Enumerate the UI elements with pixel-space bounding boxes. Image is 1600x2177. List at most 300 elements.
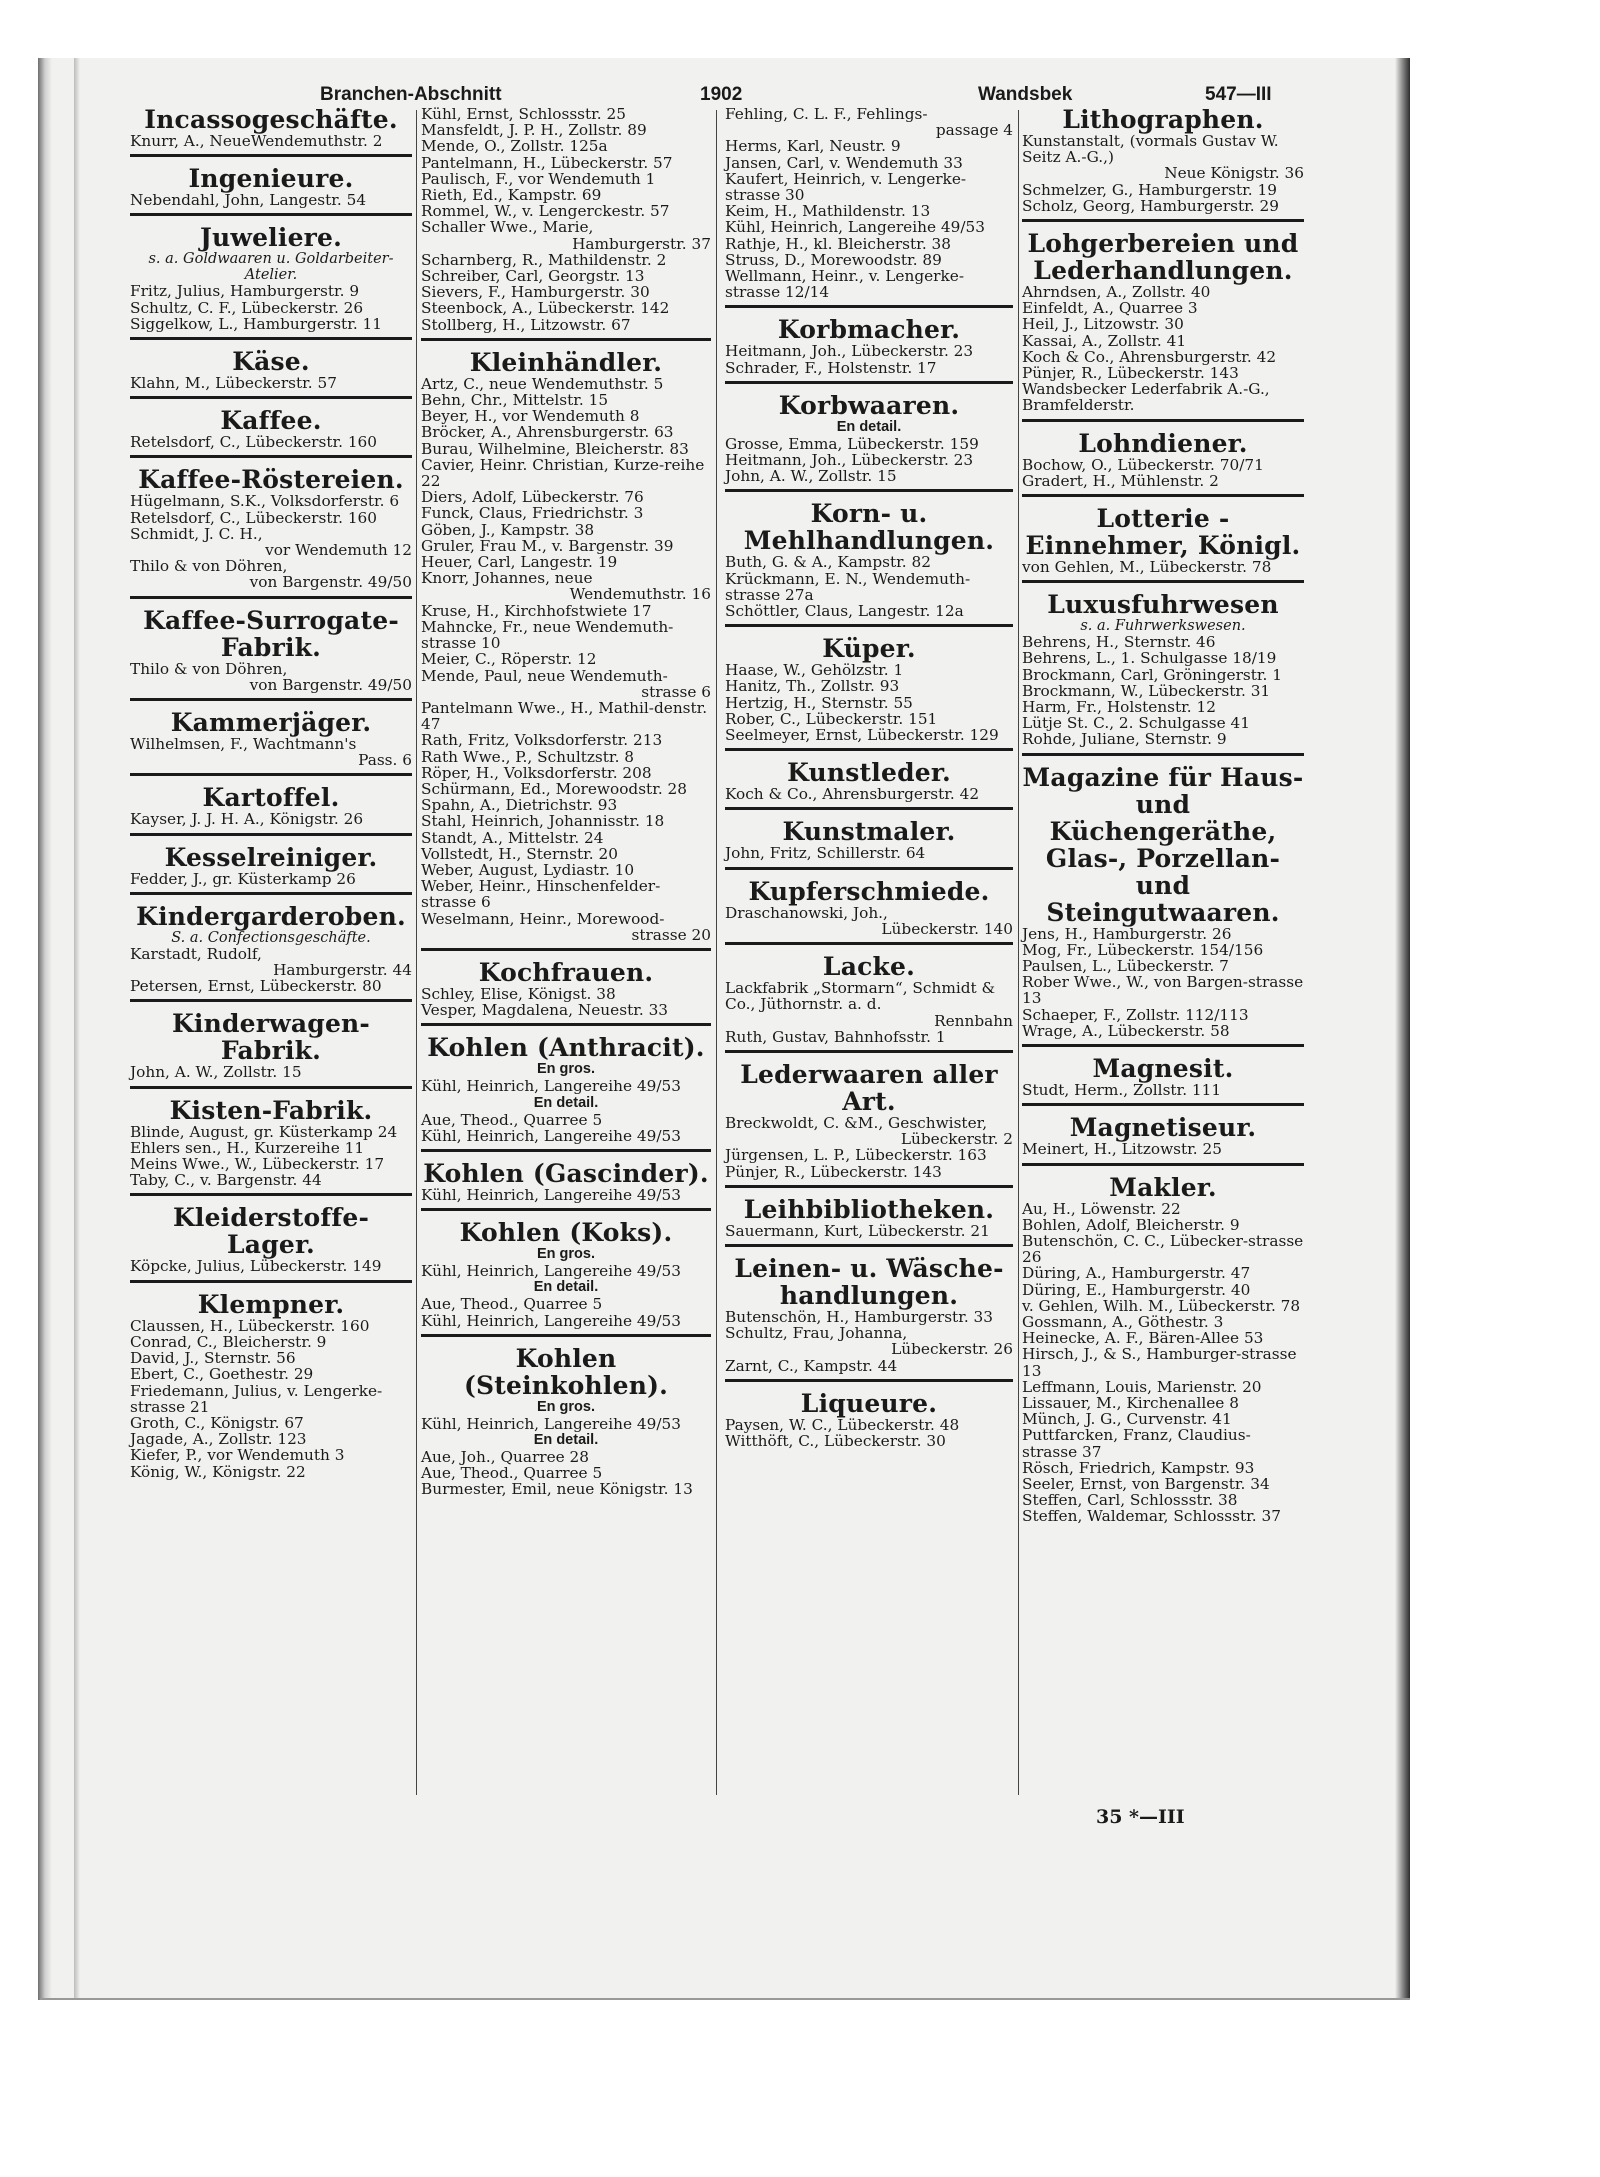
listing-entry: Wrage, A., Lübeckerstr. 58 xyxy=(1022,1021,1230,1040)
section-heading: Kleiderstoffe-Lager. xyxy=(172,1203,370,1260)
section-divider xyxy=(725,1379,1013,1382)
listing-entry: Leffmann, Louis, Marienstr. 20 xyxy=(1022,1377,1262,1396)
listing-entry: Schaller Wwe., Marie, xyxy=(421,218,594,237)
listing-entry: Kühl, Heinrich, Langereihe 49/53 xyxy=(421,1311,681,1330)
section-heading: Kunstmaler. xyxy=(782,817,956,847)
section-heading: Käse. xyxy=(232,347,310,377)
running-header xyxy=(320,84,1290,106)
section-divider xyxy=(725,807,1013,810)
page-edge-shadow xyxy=(74,58,80,2000)
listing-entry: Hanitz, Th., Zollstr. 93 xyxy=(725,677,900,696)
listing-entry: Kunstanstalt, (vormals Gustav W. Seitz A.-G.,) xyxy=(1022,132,1279,167)
listing-entry: Spahn, A., Dietrichstr. 93 xyxy=(421,796,618,815)
directory-section xyxy=(421,959,711,1018)
directory-section xyxy=(725,1390,1013,1449)
listing-entry: Petersen, Ernst, Lübeckerstr. 80 xyxy=(130,977,382,996)
listing-entry: Kühl, Ernst, Schlossstr. 25 xyxy=(421,105,626,123)
section-heading: Lotterie - Einnehmer, Königl. xyxy=(1025,504,1301,561)
listing-entry: Diers, Adolf, Lübeckerstr. 76 xyxy=(421,488,644,507)
listing-entry: König, W., Königstr. 22 xyxy=(130,1462,306,1481)
listing-entry: Siggelkow, L., Hamburgerstr. 11 xyxy=(130,314,383,333)
listing-entry: Sauermann, Kurt, Lübeckerstr. 21 xyxy=(725,1221,990,1240)
listing-entry: Nebendahl, John, Langestr. 54 xyxy=(130,191,367,210)
section-heading: Leinen- u. Wäsche-handlungen. xyxy=(734,1253,1004,1310)
listing-entry: Behrens, H., Sternstr. 46 xyxy=(1022,633,1216,652)
listing-entry: Wandsbecker Lederfabrik A.-G., Bramfelderstr. xyxy=(1022,380,1270,415)
listing-entry: Knurr, A., NeueWendemuthstr. 2 xyxy=(130,132,383,150)
section-divider xyxy=(725,867,1013,870)
listing-entry: Rober Wwe., W., von Bargen-strasse 13 xyxy=(1022,973,1304,1008)
directory-section xyxy=(421,106,711,333)
listing-entry-continuation: Lübeckerstr. 2 xyxy=(900,1130,1013,1149)
section-heading: Kohlen (Gascinder). xyxy=(423,1158,709,1188)
listing-entry: Mansfeldt, J. P. H., Zollstr. 89 xyxy=(421,121,647,140)
directory-section xyxy=(1022,1055,1304,1098)
section-heading: Makler. xyxy=(1109,1172,1217,1202)
column-rule xyxy=(1018,110,1019,1795)
listing-entry: Münch, J. G., Curvenstr. 41 xyxy=(1022,1410,1232,1429)
directory-section xyxy=(130,224,412,332)
listing-entry: Brockmann, W., Lübeckerstr. 31 xyxy=(1022,681,1271,700)
section-heading: Kaffee-Röstereien. xyxy=(138,465,404,495)
listing-entry: Schrader, F., Holstenstr. 17 xyxy=(725,358,937,377)
section-divider xyxy=(1022,580,1304,583)
section-heading: Lohgerbereien und Lederhandlungen. xyxy=(1027,229,1299,286)
listing-entry: Kühl, Heinrich, Langereihe 49/53 xyxy=(421,1185,681,1204)
listing-entry: Artz, C., neue Wendemuthstr. 5 xyxy=(421,374,664,393)
section-divider xyxy=(725,748,1013,751)
section-heading: Küper. xyxy=(822,634,916,664)
listing-entry: Stahl, Heinrich, Johannisstr. 18 xyxy=(421,812,665,831)
listing-entry: John, A. W., Zollstr. 15 xyxy=(130,1063,302,1082)
listing-entry: Brockmann, Carl, Gröningerstr. 1 xyxy=(1022,665,1282,684)
listing-entry: Retelsdorf, C., Lübeckerstr. 160 xyxy=(130,508,378,527)
section-heading: Luxusfuhrwesen xyxy=(1047,590,1279,620)
binding-shadow-left xyxy=(38,58,52,2000)
listing-entry: Standt, A., Mittelstr. 24 xyxy=(421,828,604,847)
listing-entry: Schürmann, Ed., Morewoodstr. 28 xyxy=(421,779,688,798)
listing-entry: Vesper, Magdalena, Neuestr. 33 xyxy=(421,1001,669,1020)
section-heading: Kisten-Fabrik. xyxy=(169,1095,373,1125)
listing-entry: Steffen, Carl, Schlossstr. 38 xyxy=(1022,1491,1238,1510)
listing-entry: Paysen, W. C., Lübeckerstr. 48 xyxy=(725,1415,960,1434)
listing-entry-continuation: strasse 6 xyxy=(641,682,711,701)
listing-entry: Kühl, Heinrich, Langereihe 49/53 xyxy=(725,218,985,237)
section-divider xyxy=(725,305,1013,308)
section-heading: Kartoffel. xyxy=(202,783,340,813)
listing-entry: Rober, C., Lübeckerstr. 151 xyxy=(725,709,938,728)
listing-entry: Kiefer, P., vor Wendemuth 3 xyxy=(130,1446,345,1465)
section-heading: Kesselreiniger. xyxy=(164,842,378,872)
listing-entry: Jansen, Carl, v. Wendemuth 33 xyxy=(725,153,963,172)
listing-entry: Hertzig, H., Sternstr. 55 xyxy=(725,693,913,712)
listing-entry: Schultz, C. F., Lübeckerstr. 26 xyxy=(130,298,364,317)
directory-column-4 xyxy=(1022,106,1304,1525)
listing-entry: Scharnberg, R., Mathildenstr. 2 xyxy=(421,250,667,269)
listing-entry: Koch & Co., Ahrensburgerstr. 42 xyxy=(725,785,980,804)
listing-entry: Rathje, H., kl. Bleicherstr. 38 xyxy=(725,234,952,253)
listing-entry: Fedder, J., gr. Küsterkamp 26 xyxy=(130,869,356,888)
section-heading: Kammerjäger. xyxy=(170,708,372,738)
listing-entry: Cavier, Heinr. Christian, Kurze-reihe 22 xyxy=(421,455,705,491)
listing-entry: Fehling, C. L. F., Fehlings- xyxy=(725,105,928,123)
listing-entry: Schley, Elise, Königst. 38 xyxy=(421,984,616,1003)
directory-section xyxy=(1022,1174,1304,1525)
section-divider xyxy=(421,1334,711,1337)
listing-entry: Zarnt, C., Kampstr. 44 xyxy=(725,1356,898,1375)
listing-entry: Rohde, Juliane, Sternstr. 9 xyxy=(1022,730,1227,749)
directory-section xyxy=(1022,1114,1304,1157)
listing-entry: Hirsch, J., & S., Hamburger-strasse 13 xyxy=(1022,1345,1297,1380)
listing-entry: Seeler, Ernst, von Bargenstr. 34 xyxy=(1022,1474,1270,1493)
listing-entry: Herms, Karl, Neustr. 9 xyxy=(725,137,901,156)
listing-entry: Behn, Chr., Mittelstr. 15 xyxy=(421,391,609,410)
listing-entry: Lackfabrik „Stormarn“, Schmidt & Co., Jüthornstr. a. d. xyxy=(725,979,996,1014)
listing-entry: Wilhelmsen, F., Wachtmann's xyxy=(130,735,357,754)
directory-section xyxy=(421,1160,711,1203)
section-heading: Magnetiseur. xyxy=(1069,1113,1257,1143)
section-heading: Magazine für Haus- und Küchengeräthe, Glas-, Porzellan- und Steingutwaaren. xyxy=(1022,762,1304,927)
listing-entry: Einfeldt, A., Quarree 3 xyxy=(1022,299,1198,318)
listing-entry: Pantelmann Wwe., H., Mathil-denstr. 47 xyxy=(421,698,708,734)
listing-entry: Weber, August, Lydiastr. 10 xyxy=(421,860,635,879)
listing-entry: Thilo & von Döhren, xyxy=(130,659,288,678)
listing-entry: Heuer, Carl, Langestr. 19 xyxy=(421,553,618,572)
listing-entry: Buth, G. & A., Kampstr. 82 xyxy=(725,553,931,572)
section-heading: Kohlen (Koks). xyxy=(459,1218,673,1248)
section-heading: Klempner. xyxy=(197,1289,345,1319)
listing-entry: Heitmann, Joh., Lübeckerstr. 23 xyxy=(725,342,974,361)
listing-entry-continuation: Neue Königstr. 36 xyxy=(1164,164,1304,183)
trade-type-label: En detail. xyxy=(533,1094,599,1111)
section-heading: Kochfrauen. xyxy=(478,957,654,987)
listing-entry-continuation: Lübeckerstr. 140 xyxy=(881,919,1013,938)
listing-entry: Jürgensen, L. P., Lübeckerstr. 163 xyxy=(725,1146,987,1165)
section-divider xyxy=(130,396,412,399)
trade-type-label: En gros. xyxy=(536,1061,595,1078)
directory-column-3 xyxy=(725,106,1013,1449)
section-divider xyxy=(725,1185,1013,1188)
listing-entry: Grosse, Emma, Lübeckerstr. 159 xyxy=(725,434,979,453)
listing-entry: Scholz, Georg, Hamburgerstr. 29 xyxy=(1022,196,1279,215)
listing-entry: Hügelmann, S.K., Volksdorferstr. 6 xyxy=(130,492,400,511)
section-heading: Kupferschmiede. xyxy=(748,876,990,906)
listing-entry: Funck, Claus, Friedrichstr. 3 xyxy=(421,504,644,523)
section-divider xyxy=(421,338,711,341)
listing-entry: Bohlen, Adolf, Bleicherstr. 9 xyxy=(1022,1215,1240,1234)
listing-entry: Lütje St. C., 2. Schulgasse 41 xyxy=(1022,714,1251,733)
listing-entry: Kühl, Heinrich, Langereihe 49/53 xyxy=(421,1077,681,1096)
section-divider xyxy=(1022,1044,1304,1047)
listing-entry: v. Gehlen, Wilh. M., Lübeckerstr. 78 xyxy=(1022,1296,1301,1315)
section-divider xyxy=(1022,1103,1304,1106)
directory-section xyxy=(130,1204,412,1274)
header-section-title: Branchen-Abschnitt xyxy=(320,84,502,105)
listing-entry: Rieth, Ed., Kampstr. 69 xyxy=(421,186,602,205)
listing-entry: Meins Wwe., W., Lübeckerstr. 17 xyxy=(130,1155,385,1174)
listing-entry: Claussen, H., Lübeckerstr. 160 xyxy=(130,1316,370,1335)
listing-entry: Taby, C., v. Bargenstr. 44 xyxy=(130,1171,322,1190)
directory-section xyxy=(130,709,412,768)
header-place: Wandsbek xyxy=(978,84,1073,105)
section-heading: Korbwaaren. xyxy=(778,390,960,420)
listing-entry: Kruse, H., Kirchhofstwiete 17 xyxy=(421,601,652,620)
listing-entry: Steffen, Waldemar, Schlossstr. 37 xyxy=(1022,1507,1281,1526)
directory-section xyxy=(725,1255,1013,1374)
listing-entry: Steenbock, A., Lübeckerstr. 142 xyxy=(421,299,670,318)
listing-entry: Aue, Joh., Quarree 28 xyxy=(421,1447,590,1466)
directory-section xyxy=(1022,591,1304,747)
listing-entry: Fritz, Julius, Hamburgerstr. 9 xyxy=(130,282,360,301)
section-divider xyxy=(1022,753,1304,756)
section-heading: Kleinhändler. xyxy=(469,347,663,377)
column-rule xyxy=(416,110,417,1795)
listing-entry: Bröcker, A., Ahrensburgerstr. 63 xyxy=(421,423,674,442)
listing-entry: Paulisch, F., vor Wendemuth 1 xyxy=(421,169,656,188)
section-heading: Kinderwagen-Fabrik. xyxy=(171,1009,371,1066)
listing-entry: Keim, H., Mathildenstr. 13 xyxy=(725,202,931,221)
section-divider xyxy=(421,1149,711,1152)
listing-entry: Kühl, Heinrich, Langereihe 49/53 xyxy=(421,1126,681,1145)
section-heading: Liqueure. xyxy=(800,1388,938,1418)
section-heading: Incassogeschäfte. xyxy=(144,105,398,134)
cross-reference: S. a. Confectionsgeschäfte. xyxy=(171,929,371,946)
listing-entry: Düring, E., Hamburgerstr. 40 xyxy=(1022,1280,1251,1299)
page-footer-signature: 35 *—III xyxy=(1096,1806,1185,1828)
trade-type-label: En detail. xyxy=(836,418,902,435)
directory-section xyxy=(725,1061,1013,1180)
listing-entry: Kaufert, Heinrich, v. Lengerke-strasse 30 xyxy=(725,169,967,205)
listing-entry: Puttfarcken, Franz, Claudius-strasse 37 xyxy=(1022,1426,1251,1461)
listing-entry: Mog, Fr., Lübeckerstr. 154/156 xyxy=(1022,940,1264,959)
listing-entry: Stollberg, H., Litzowstr. 67 xyxy=(421,315,631,334)
section-heading: Korbmacher. xyxy=(777,315,961,345)
listing-entry: Meier, C., Röperstr. 12 xyxy=(421,650,597,669)
listing-entry: Vollstedt, H., Sternstr. 20 xyxy=(421,844,618,863)
directory-section xyxy=(130,1291,412,1480)
listing-entry: Rommel, W., v. Lengerckestr. 57 xyxy=(421,202,670,221)
listing-entry: Pünjer, R., Lübeckerstr. 143 xyxy=(725,1162,942,1181)
section-divider xyxy=(725,1050,1013,1053)
section-heading: Magnesit. xyxy=(1092,1054,1234,1084)
listing-entry: Aue, Theod., Quarree 5 xyxy=(421,1110,603,1129)
listing-entry: Röper, H., Volksdorferstr. 208 xyxy=(421,763,652,782)
cross-reference: s. a. Fuhrwerkswesen. xyxy=(1080,618,1246,635)
listing-entry: Haase, W., Gehölzstr. 1 xyxy=(725,661,904,680)
listing-entry: Ahrndsen, A., Zollstr. 40 xyxy=(1022,283,1211,302)
trade-type-label: En detail. xyxy=(533,1279,599,1296)
listing-entry: Gossmann, A., Göthestr. 3 xyxy=(1022,1312,1224,1331)
section-heading: Juweliere. xyxy=(199,223,343,253)
listing-entry: Lissauer, M., Kirchenallee 8 xyxy=(1022,1393,1239,1412)
listing-entry-continuation: Hamburgerstr. 44 xyxy=(273,961,412,980)
section-heading: Kohlen (Steinkohlen). xyxy=(463,1343,669,1400)
directory-section xyxy=(1022,764,1304,1039)
directory-section xyxy=(421,349,711,943)
listing-entry: Harm, Fr., Holstenstr. 12 xyxy=(1022,698,1216,717)
listing-entry: Beyer, H., vor Wendemuth 8 xyxy=(421,407,640,426)
section-heading: Ingenieure. xyxy=(188,164,354,194)
listing-entry: Knorr, Johannes, neue xyxy=(421,569,593,588)
listing-entry: Thilo & von Döhren, xyxy=(130,557,288,576)
listing-entry: Draschanowski, Joh., xyxy=(725,903,888,922)
directory-section xyxy=(421,1219,711,1329)
trade-type-label: En detail. xyxy=(533,1431,599,1448)
listing-entry: Rath Wwe., P., Schultzstr. 8 xyxy=(421,747,635,766)
listing-entry: Heinecke, A. F., Bären-Allee 53 xyxy=(1022,1329,1264,1348)
directory-section xyxy=(725,759,1013,802)
listing-entry: Seelmeyer, Ernst, Lübeckerstr. 129 xyxy=(725,726,999,745)
section-divider xyxy=(130,337,412,340)
listing-entry-continuation: Pass. 6 xyxy=(358,751,412,770)
listing-entry: Au, H., Löwenstr. 22 xyxy=(1022,1199,1181,1218)
section-divider xyxy=(130,892,412,895)
section-divider xyxy=(725,1244,1013,1247)
listing-entry: Ruth, Gustav, Bahnhofsstr. 1 xyxy=(725,1027,946,1046)
listing-entry: Kühl, Heinrich, Langereihe 49/53 xyxy=(421,1414,681,1433)
listing-entry: Klahn, M., Lübeckerstr. 57 xyxy=(130,374,337,393)
listing-entry: Mende, O., Zollstr. 125a xyxy=(421,137,608,156)
section-divider xyxy=(725,381,1013,384)
directory-section xyxy=(421,1034,711,1144)
section-divider xyxy=(1022,494,1304,497)
section-divider xyxy=(1022,419,1304,422)
directory-section xyxy=(130,407,412,450)
listing-entry: Sievers, F., Hamburgerstr. 30 xyxy=(421,283,650,302)
listing-entry: Burmester, Emil, neue Königstr. 13 xyxy=(421,1480,693,1499)
listing-entry: Meinert, H., Litzowstr. 25 xyxy=(1022,1140,1223,1159)
listing-entry-continuation: Lübeckerstr. 26 xyxy=(891,1340,1013,1359)
directory-section xyxy=(725,635,1013,743)
section-divider xyxy=(130,1280,412,1283)
section-heading: Kaffee. xyxy=(220,406,322,436)
trade-type-label: En gros. xyxy=(536,1398,595,1415)
section-heading: Korn- u. Mehlhandlungen. xyxy=(743,499,995,556)
section-divider xyxy=(130,154,412,157)
listing-entry: Kühl, Heinrich, Langereihe 49/53 xyxy=(421,1262,681,1281)
directory-section xyxy=(130,607,412,693)
section-heading: Lohndiener. xyxy=(1078,428,1248,458)
listing-entry: Köpcke, Julius, Lübeckerstr. 149 xyxy=(130,1257,382,1276)
listing-entry: Behrens, L., 1. Schulgasse 18/19 xyxy=(1022,649,1277,668)
listing-entry: Jens, H., Hamburgerstr. 26 xyxy=(1022,924,1232,943)
listing-entry: Düring, A., Hamburgerstr. 47 xyxy=(1022,1264,1251,1283)
binding-shadow-right xyxy=(1395,58,1410,2000)
column-rule xyxy=(716,110,717,1795)
listing-entry-continuation: von Bargenstr. 49/50 xyxy=(249,573,412,592)
section-heading: Kohlen (Anthracit). xyxy=(427,1033,705,1063)
listing-entry-continuation: von Bargenstr. 49/50 xyxy=(249,675,412,694)
listing-entry: Struss, D., Morewoodstr. 89 xyxy=(725,250,942,269)
section-divider xyxy=(421,1023,711,1026)
directory-column-2 xyxy=(421,106,711,1498)
listing-entry-continuation: passage 4 xyxy=(935,121,1013,140)
listing-entry: David, J., Sternstr. 56 xyxy=(130,1349,296,1368)
listing-entry: Aue, Theod., Quarree 5 xyxy=(421,1464,603,1483)
directory-section xyxy=(130,1010,412,1080)
section-divider xyxy=(130,1086,412,1089)
listing-entry: Schmidt, J. C. H., xyxy=(130,524,263,543)
directory-section xyxy=(725,316,1013,375)
listing-entry-continuation: vor Wendemuth 12 xyxy=(265,541,412,560)
directory-section xyxy=(130,106,412,149)
directory-section xyxy=(130,784,412,827)
section-divider xyxy=(421,1208,711,1211)
listing-entry: Retelsdorf, C., Lübeckerstr. 160 xyxy=(130,433,378,452)
section-divider xyxy=(130,773,412,776)
listing-entry-continuation: Rennbahn xyxy=(934,1011,1013,1030)
section-heading: Lederwaaren aller Art. xyxy=(740,1059,998,1116)
listing-entry: Weber, Heinr., Hinschenfelder-strasse 6 xyxy=(421,877,661,912)
listing-entry: Friedemann, Julius, v. Lengerke-strasse 21 xyxy=(130,1381,383,1416)
listing-entry: Burau, Wilhelmine, Bleicherstr. 83 xyxy=(421,439,689,458)
directory-section xyxy=(1022,505,1304,575)
listing-entry: Schöttler, Claus, Langestr. 12a xyxy=(725,602,964,621)
section-divider xyxy=(725,489,1013,492)
listing-entry: Gruler, Frau M., v. Bargenstr. 39 xyxy=(421,536,674,555)
listing-entry: Paulsen, L., Lübeckerstr. 7 xyxy=(1022,957,1229,976)
listing-entry: Butenschön, C. C., Lübecker-strasse 26 xyxy=(1022,1231,1304,1267)
listing-entry-continuation: strasse 20 xyxy=(631,925,711,944)
listing-entry: Krückmann, E. N., Wendemuth-strasse 27a xyxy=(725,569,971,604)
listing-entry: John, Fritz, Schillerstr. 64 xyxy=(725,844,926,863)
directory-section xyxy=(1022,430,1304,489)
listing-entry: John, A. W., Zollstr. 15 xyxy=(725,467,897,486)
scan-bottom-edge xyxy=(40,1998,1410,2000)
listing-entry: Weselmann, Heinr., Morewood- xyxy=(421,909,665,928)
directory-section xyxy=(130,348,412,391)
listing-entry: Groth, C., Königstr. 67 xyxy=(130,1413,304,1432)
listing-entry: Breckwoldt, C. &M., Geschwister, xyxy=(725,1113,988,1132)
listing-entry: Schaeper, F., Zollstr. 112/113 xyxy=(1022,1005,1249,1024)
listing-entry: Butenschön, H., Hamburgerstr. 33 xyxy=(725,1307,994,1326)
listing-entry: Koch & Co., Ahrensburgerstr. 42 xyxy=(1022,347,1277,366)
listing-entry: Blinde, August, gr. Küsterkamp 24 xyxy=(130,1122,398,1141)
section-divider xyxy=(130,698,412,701)
listing-entry-continuation: Hamburgerstr. 37 xyxy=(572,234,711,253)
trade-type-label: En gros. xyxy=(536,1246,595,1263)
section-divider xyxy=(1022,219,1304,222)
header-page-number: 547—III xyxy=(1205,84,1272,105)
directory-section xyxy=(130,165,412,208)
directory-section xyxy=(1022,230,1304,414)
listing-entry-continuation: Wendemuthstr. 16 xyxy=(569,585,711,604)
listing-entry: Heil, J., Litzowstr. 30 xyxy=(1022,315,1184,334)
directory-section xyxy=(421,1345,711,1498)
section-divider xyxy=(130,455,412,458)
listing-entry: Kayser, J. J. H. A., Königstr. 26 xyxy=(130,810,364,829)
listing-entry: Studt, Herm., Zollstr. 111 xyxy=(1022,1081,1222,1100)
listing-entry: Jagade, A., Zollstr. 123 xyxy=(130,1430,307,1449)
listing-entry: Pantelmann, H., Lübeckerstr. 57 xyxy=(421,153,673,172)
listing-entry: Göben, J., Kampstr. 38 xyxy=(421,520,595,539)
section-heading: Lacke. xyxy=(822,952,916,982)
directory-section xyxy=(1022,106,1304,214)
section-divider xyxy=(725,942,1013,945)
section-heading: Kaffee-Surrogate-Fabrik. xyxy=(143,605,399,662)
listing-entry: Aue, Theod., Quarree 5 xyxy=(421,1295,603,1314)
listing-entry: Ebert, C., Goethestr. 29 xyxy=(130,1365,314,1384)
section-divider xyxy=(130,596,412,599)
directory-section xyxy=(725,106,1013,300)
section-divider xyxy=(130,999,412,1002)
listing-entry: Pünjer, R., Lübeckerstr. 143 xyxy=(1022,364,1239,383)
listing-entry: Mahncke, Fr., neue Wendemuth-strasse 10 xyxy=(421,617,674,653)
listing-entry: Wellmann, Heinr., v. Lengerke-strasse 12/14 xyxy=(725,267,964,302)
listing-entry: Conrad, C., Bleicherstr. 9 xyxy=(130,1332,327,1351)
directory-section xyxy=(725,818,1013,861)
directory-section xyxy=(725,878,1013,937)
